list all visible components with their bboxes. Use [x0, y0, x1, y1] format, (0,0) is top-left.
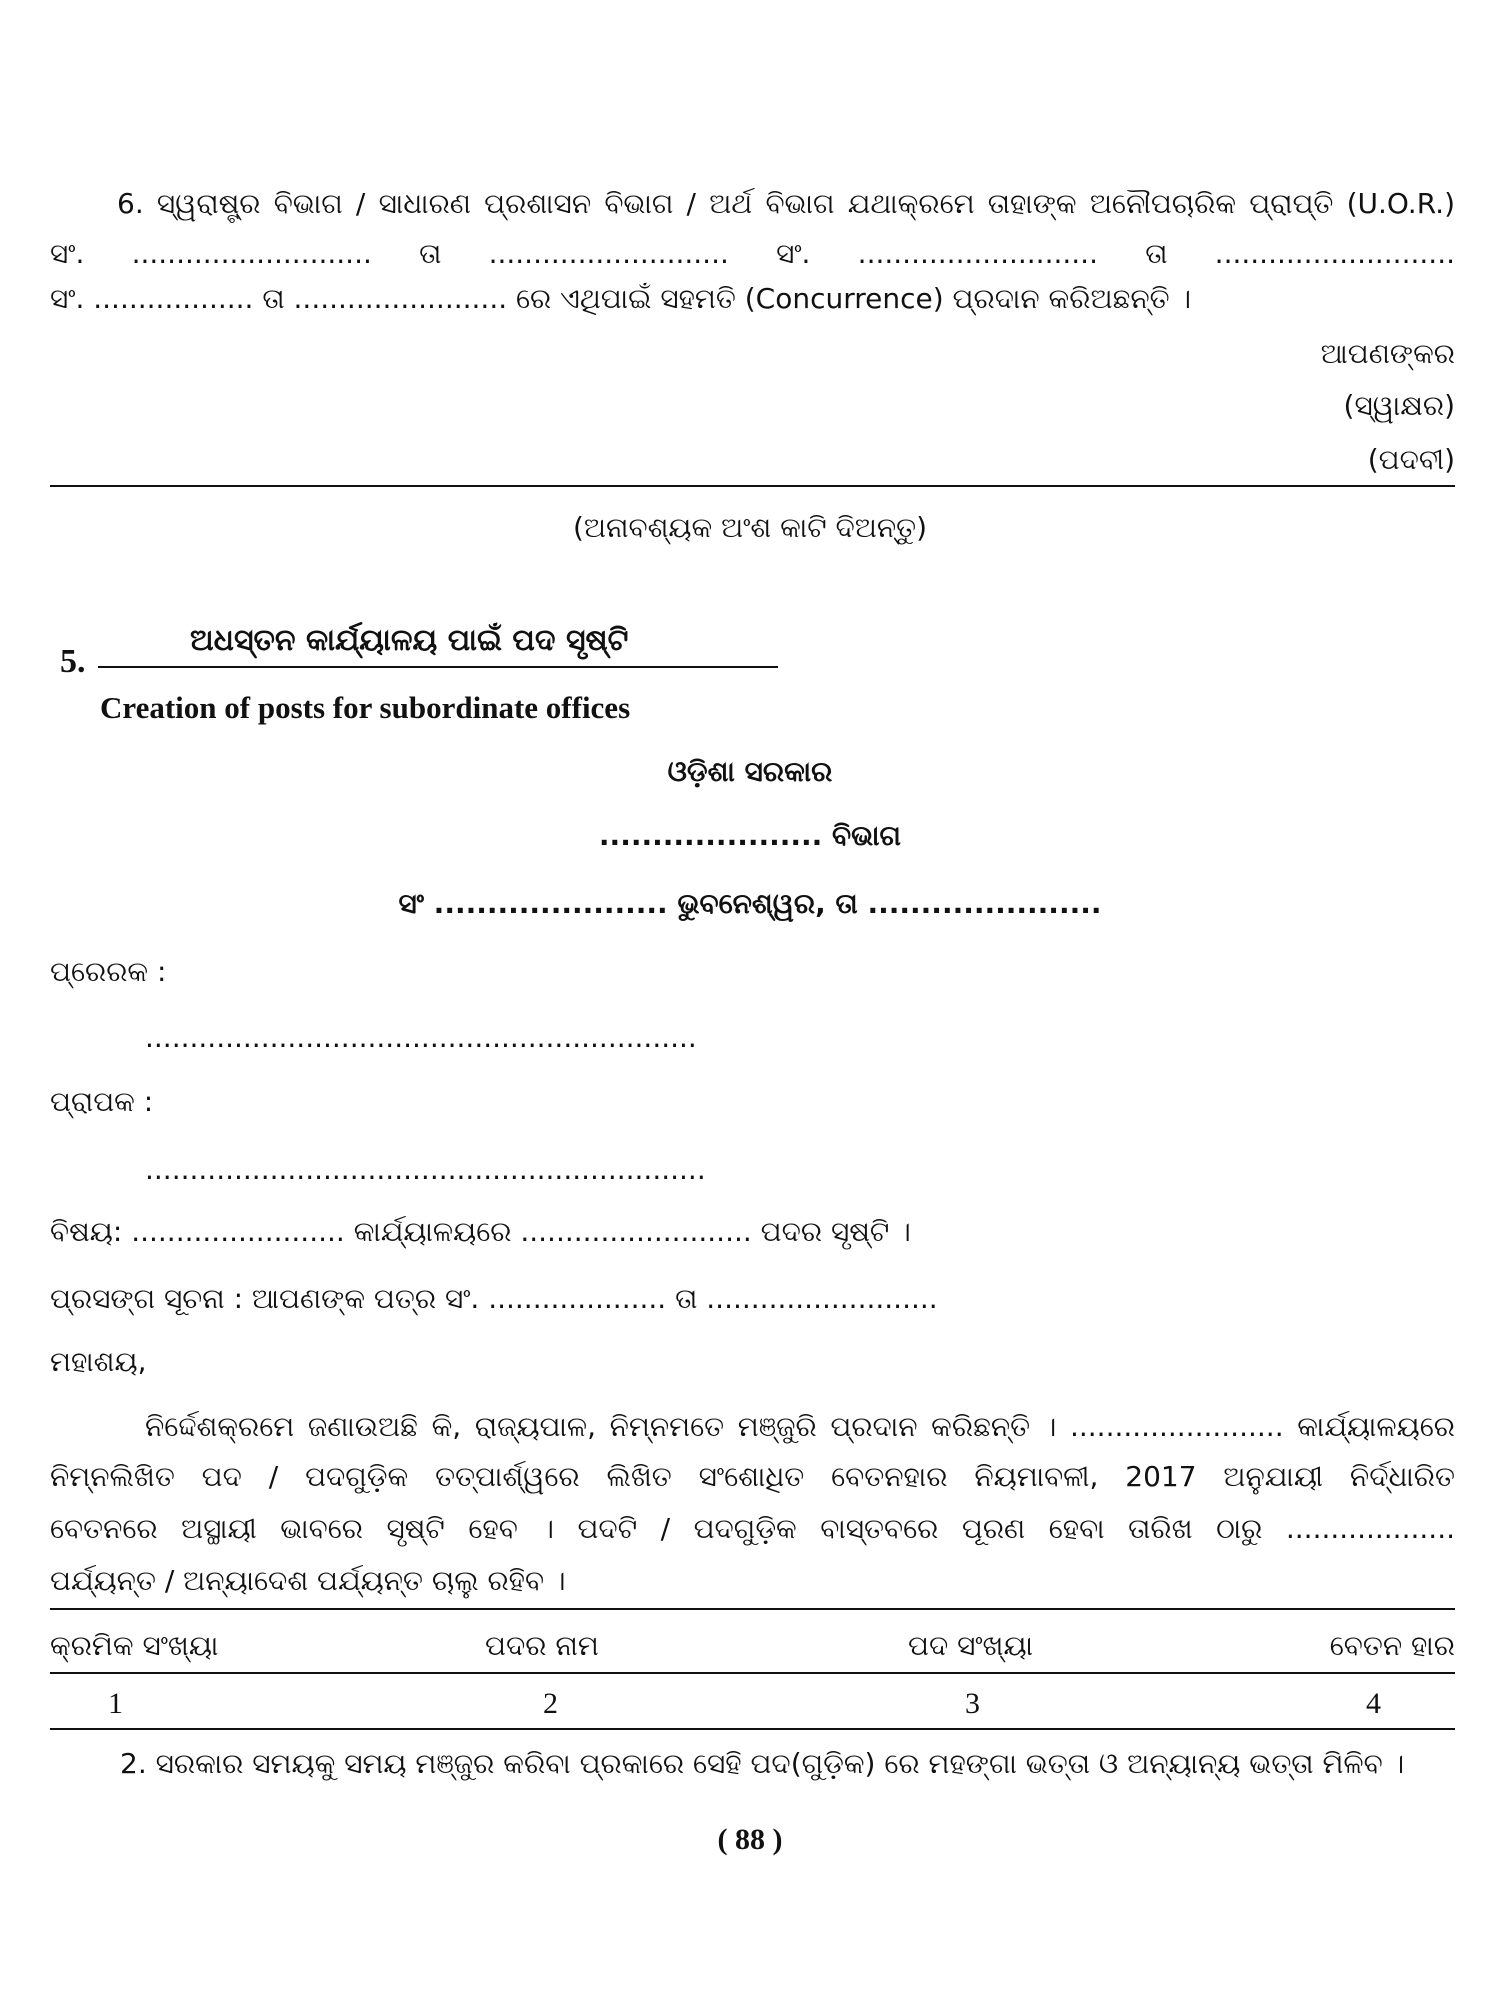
strike-note: (ଅନାବଶ୍ୟକ ଅଂଶ କାଟି ଦିଅନ୍ତୁ): [572, 511, 928, 544]
department-line: ..................... ବିଭାଗ: [598, 819, 902, 852]
receiver-blank: ...............................................................: [145, 1153, 706, 1186]
para-2: 2. ସରକାର ସମୟକୁ ସମୟ ମଞ୍ଜୁର କରିବା ପ୍ରକାରେ ସେହି ପଦ(ଗୁଡ଼ିକ) ରେ ମହଙ୍ଗା ଭତ୍ତା ଓ ଅନ୍ୟାନ୍ୟ ଭତ୍ତା ମିଳିବ ।: [120, 1747, 1405, 1780]
table-colnum-4: 4: [1366, 1687, 1381, 1720]
reference-number-line: ସଂ ...................... ଭୁବନେଶ୍ୱର, ତା ......................: [398, 887, 1102, 920]
section-title-english: Creation of posts for subordinate offices: [100, 690, 631, 725]
closing: ଆପଣଙ୍କର: [1320, 337, 1455, 370]
signature-label: (ସ୍ୱାକ୍ଷର): [1343, 389, 1455, 422]
body-line-2: ନିମ୍ନଲିଖିତ ପଦ / ପଦଗୁଡ଼ିକ ତତ୍‌ପାର୍ଶ୍ୱରେ ଲିଖିତ ସଂଶୋଧିତ ବେତନହାର ନିୟମାବଳୀ, 2017 ଅନୁଯାୟୀ ନିର୍ଦ୍ଧାରିତ: [50, 1460, 1455, 1493]
designation-label: (ପଦବୀ): [1367, 443, 1455, 476]
government-heading: ଓଡ଼ିଶା ସରକାର: [667, 755, 833, 788]
receiver-label: ପ୍ରାପକ :: [50, 1085, 154, 1118]
para6-line2: ସଂ. ........................... ତା ........................... ସଂ. ........................... ତା ...........................: [50, 237, 1455, 270]
table-colnum-3: 3: [965, 1687, 980, 1720]
reference-line: ପ୍ରସଙ୍ଗ ସୂଚନା : ଆପଣଙ୍କ ପତ୍ର ସଂ. .................... ତା ..........................: [50, 1282, 938, 1315]
section-title-odia: ଅଧସ୍ତନ କାର୍ଯ୍ୟାଳୟ ପାଇଁ ପଦ ସୃଷ୍ଟି: [190, 623, 629, 658]
table-header-rule: [50, 1672, 1455, 1674]
para6-line3: ସଂ. .................. ତା ........................ ରେ ଏଥିପାଇଁ ସହମତି (Concurrence) ପ୍ରଦାନ କରିଅଛନ୍ତି ।: [50, 282, 1192, 315]
table-header-post-count: ପଦ ସଂଖ୍ୟା: [908, 1629, 1033, 1662]
table-header-serial: କ୍ରମିକ ସଂଖ୍ୟା: [50, 1629, 219, 1662]
table-colnum-1: 1: [108, 1687, 123, 1720]
section-divider: [50, 485, 1455, 487]
salutation: ମହାଶୟ,: [50, 1345, 147, 1378]
table-header-pay-scale: ବେତନ ହାର: [1329, 1629, 1455, 1662]
table-bottom-rule: [50, 1728, 1455, 1730]
table-colnum-2: 2: [543, 1687, 558, 1720]
body-line-3: ବେତନରେ ଅସ୍ଥାୟୀ ଭାବରେ ସୃଷ୍ଟି ହେବ । ପଦଟି / ପଦଗୁଡ଼ିକ ବାସ୍ତବରେ ପୂରଣ ହେବା ତାରିଖ ଠାରୁ ...................: [50, 1512, 1455, 1545]
section-number: 5.: [60, 643, 86, 680]
table-header-post-name: ପଦର ନାମ: [485, 1629, 599, 1662]
title-underline: [98, 666, 778, 668]
subject-line: ବିଷୟ: ........................ କାର୍ଯ୍ୟାଳୟରେ .......................... ପଦର ସୃଷ୍ଟି ।: [50, 1215, 911, 1248]
sender-label: ପ୍ରେରକ :: [50, 955, 167, 988]
page-number: ( 88 ): [717, 1823, 783, 1856]
table-top-rule: [50, 1608, 1455, 1610]
para6-line1: 6. ସ୍ୱରାଷ୍ଟ୍ର ବିଭାଗ / ସାଧାରଣ ପ୍ରଶାସନ ବିଭାଗ / ଅର୍ଥ ବିଭାଗ ଯଥାକ୍ରମେ ତାହାଙ୍କ ଅନୌପଚାରିକ ପ୍ରାପ୍ତି (U.O.R.): [117, 187, 1455, 220]
sender-blank: ..............................................................: [145, 1021, 697, 1054]
body-line-1: ନିର୍ଦ୍ଦେଶକ୍ରମେ ଜଣାଉଅଛି କି, ରାଜ୍ୟପାଳ, ନିମ୍ନମତେ ମଞ୍ଜୁରି ପ୍ରଦାନ କରିଛନ୍ତି । ........................ କାର୍ଯ୍ୟାଳୟରେ: [145, 1410, 1455, 1443]
body-line-4: ପର୍ଯ୍ୟନ୍ତ / ଅନ୍ୟାଦେଶ ପର୍ଯ୍ୟନ୍ତ ଚାଲୁ ରହିବ ।: [50, 1564, 566, 1597]
